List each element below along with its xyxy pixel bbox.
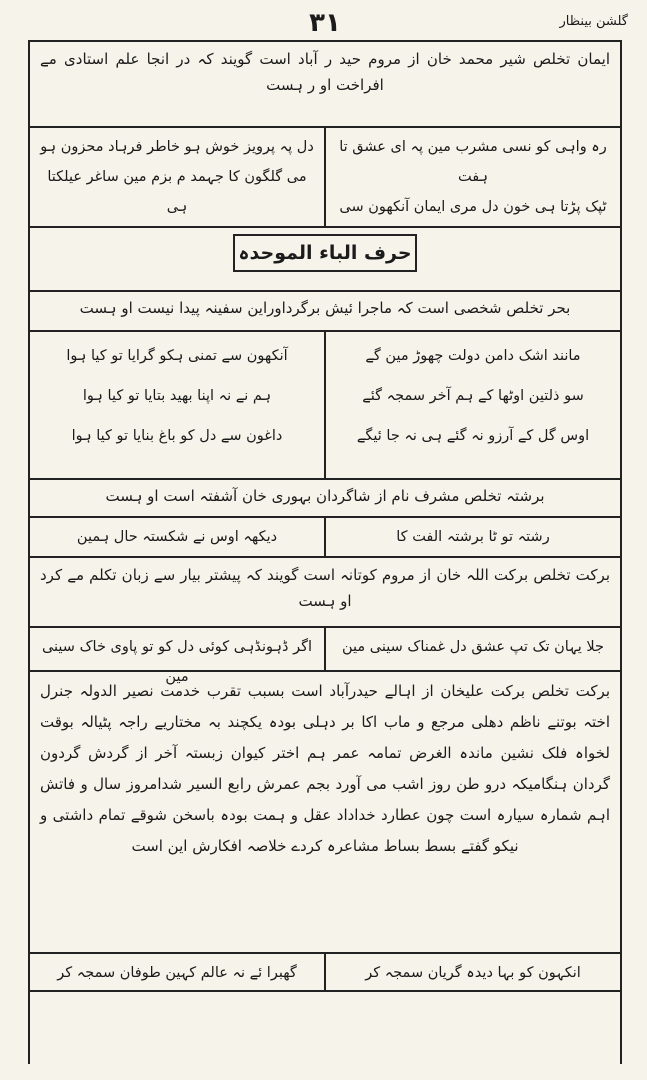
entry-bahr-prose [30, 292, 620, 332]
entry-text: برکت تخلص برکت اللہ خان از مروم کوتانہ است گویند کہ پیشتر بیار سے زبان تکلم مے کرد او ہست [40, 566, 610, 610]
section-title: حرف الباء الموحدہ [233, 234, 417, 272]
verse-line: آنکھون سے تمنی ہکو گرایا تو کیا ہوا [66, 348, 288, 364]
entry-iman-couplet [30, 128, 620, 228]
entry-text: بحر تخلص شخصی است کہ ماجرا ئیش برگرداوراین سفینہ پیدا نیست او ہست [79, 299, 571, 317]
entry-barakat2-prose [30, 672, 620, 954]
hemistich-right: رشتہ تو ٹا برشتہ الفت کا [396, 529, 550, 545]
verse-line: سو ذلتین اوٹھا کے ہم آخر سمجہ گئے [362, 388, 584, 404]
hemistich-left [30, 332, 326, 478]
hemistich-left: گھبرا ئے نہ عالم کہین طوفان سمجہ کر [30, 954, 326, 990]
hemistich-left: دیکھہ اوس نے شکستہ حال ہمین [30, 518, 326, 556]
verse-line: ہم نے نہ اپنا بھید بتایا تو کیا ہوا [82, 388, 272, 404]
page-header [18, 8, 632, 36]
book-page [18, 8, 632, 1072]
entry-barashta-prose [30, 480, 620, 518]
verse-line: رہ واہی کو نسی مشرب مین پہ ای عشق تا ہفت [339, 139, 607, 185]
verse-line: می گلگون کا جہمد م بزم مین ساغر عیلکتا ہی [47, 169, 307, 215]
hemistich-right [326, 332, 620, 478]
hemistich-right: جلا یہان تک تپ عشق دل غمناک سینی مین [342, 639, 604, 655]
entry-text: برکت تخلص برکت علیخان از اہالے حیدرآباد است بسبب تقرب خدمت نصیر الدولہ جنرل اختہ بوتنے ناظم دھلی مرجع و ماب اکا بر دہلی بودہ یکچند بہ مختاریے راجہ پٹیالہ بوقت لخواہ فلک نشین ماندہ الغرض تمامہ عمر ہم اختر کیوان زبستہ آخر از گردش گردون گردان ہنگامیکہ درو طن روز اشب می آورد بجم عمرش رابع السیر شدامروز سال و فاتش اہم شمارہ سیارہ است چون عطارد خداداد عقل و ہمت بودہ باسخن شوقے تمام داشتی و نیکو گفتے بسط بساط مشاعرہ کردے خلاصہ افکارش این است [40, 682, 610, 855]
entry-text: برشتہ تخلص مشرف نام از شاگردان بہوری خان آشفتہ است او ہست [105, 487, 545, 505]
verse-line: دل پہ پرویز خوش ہو خاطر فرہاد محزون ہو [40, 139, 314, 155]
hemistich-right: انکہون کو بہا دیدہ گریان سمجہ کر [365, 965, 581, 981]
entry-bahr-verses [30, 332, 620, 480]
entry-barakat2-couplet [30, 954, 620, 992]
verse-line: مانند اشک دامن دولت چھوڑ مین گے [365, 348, 581, 364]
entry-barakat1-prose [30, 558, 620, 628]
entry-barakat1-couplet [30, 628, 620, 685]
verse-line: اوس گل کے آرزو نہ گئے ہی نہ جا ئیگے [356, 428, 590, 444]
entry-text: ایمان تخلص شیر محمد خان از مروم حید ر آباد است گویند کہ در انجا علم استادی مے افراخت او ر ہست [40, 50, 610, 94]
section-title-row [30, 228, 620, 292]
entry-iman-prose [30, 40, 620, 128]
hemistich-left [30, 128, 326, 226]
page-number: ۳۱ [309, 8, 341, 38]
hemistich-right [326, 128, 620, 226]
verse-line: ٹپک پڑتا ہی خون دل مری ایمان آنکھون سی [339, 199, 607, 215]
entry-barashta-couplet [30, 518, 620, 558]
verse-line: داغون سے دل کو باغ بنایا تو کیا ہوا [71, 428, 283, 444]
running-title: گلشن بینظار [559, 14, 628, 29]
text-frame [28, 40, 622, 1064]
hemistich-left: اگر ڈہونڈہی کوئی دل کو تو پاوی خاک سینی مین [30, 628, 326, 670]
